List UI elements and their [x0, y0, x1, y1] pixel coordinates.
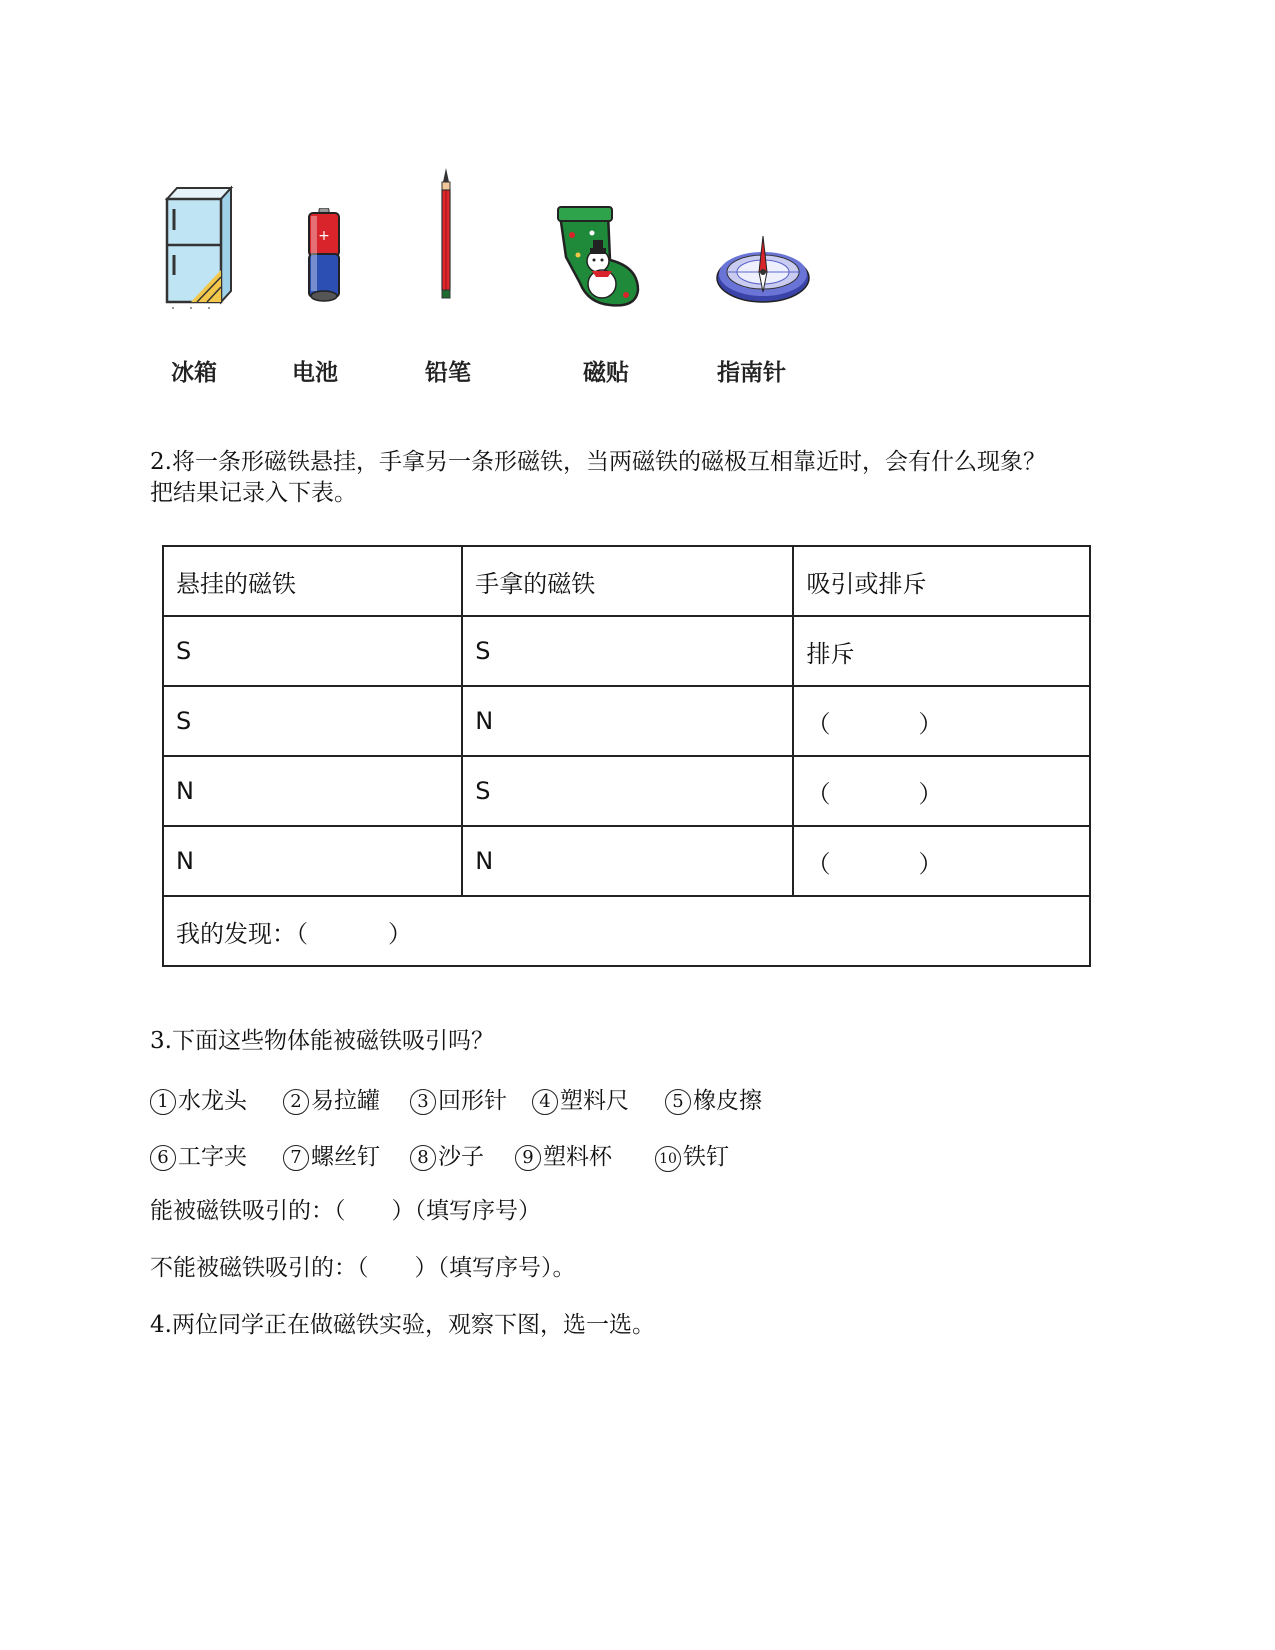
option-item: 5 橡皮擦	[665, 1082, 762, 1115]
object-pictures	[0, 0, 1275, 400]
cell-result-blank[interactable]	[793, 756, 1090, 826]
question-3-title: 3.下面这些物体能被磁铁吸引吗？	[150, 1028, 494, 1054]
cell-hanging: N	[163, 756, 462, 826]
paren-open: （	[806, 709, 831, 738]
magnet-poles-table	[162, 545, 1091, 967]
paren-open: （	[806, 779, 831, 808]
option-item: 4 塑料尺	[532, 1082, 629, 1115]
table-row	[163, 616, 1090, 686]
finding-row	[163, 896, 1090, 966]
option-item: 6 工字夹	[150, 1138, 247, 1171]
not-attracted-hint: （填写序号）。	[437, 1255, 576, 1281]
option-item: 2 易拉罐	[283, 1082, 380, 1115]
not-attracted-blank[interactable]: （ ）	[357, 1255, 438, 1281]
option-item: 8 沙子	[410, 1138, 484, 1171]
attracted-label: 能被磁铁吸引的：	[150, 1198, 334, 1224]
attracted-blank[interactable]: （ ）	[334, 1198, 415, 1224]
cell-hand: N	[462, 826, 793, 896]
paren-close: ）	[918, 849, 943, 878]
item-label-pencil: 铅笔	[425, 360, 471, 386]
table-row	[163, 756, 1090, 826]
not-attracted-answer-line[interactable]	[150, 1252, 576, 1285]
svg-text:+: +	[318, 228, 330, 244]
table-row	[163, 826, 1090, 896]
header-attract-or-repel: 吸引或排斥	[793, 546, 1090, 616]
attracted-hint: （填写序号）	[414, 1198, 541, 1224]
fridge-magnet-icon	[548, 205, 648, 314]
finding-cell[interactable]	[163, 896, 1090, 966]
option-item: 9 塑料杯	[515, 1138, 612, 1171]
option-item: 7 螺丝钉	[283, 1138, 380, 1171]
question-4-title: 4.两位同学正在做磁铁实验，观察下图，选一选。	[150, 1312, 655, 1338]
not-attracted-label: 不能被磁铁吸引的：	[150, 1255, 357, 1281]
question-2-line1: 2.将一条形磁铁悬挂，手拿另一条形磁铁，当两磁铁的磁极互相靠近时，会有什么现象？	[150, 449, 1046, 475]
compass-icon	[715, 232, 811, 311]
cell-result-blank[interactable]	[793, 826, 1090, 896]
cell-hand: S	[462, 616, 793, 686]
cell-hand: S	[462, 756, 793, 826]
cell-result: 排斥	[793, 616, 1090, 686]
option-item: 1 水龙头	[150, 1082, 247, 1115]
finding-open: （	[296, 919, 308, 948]
header-handheld-magnet: 手拿的磁铁	[462, 546, 793, 616]
table-header-row	[163, 546, 1090, 616]
refrigerator-icon	[163, 185, 235, 314]
cell-hanging: S	[163, 686, 462, 756]
item-label-refrigerator: 冰箱	[171, 360, 217, 386]
item-label-compass: 指南针	[717, 360, 786, 386]
attracted-answer-line[interactable]	[150, 1195, 541, 1228]
item-label-battery: 电池	[292, 360, 338, 386]
option-item: 3 回形针	[410, 1082, 507, 1115]
cell-hand: N	[462, 686, 793, 756]
table-row	[163, 686, 1090, 756]
question-2-line2: 把结果记录入下表。	[150, 480, 357, 506]
item-label-magnet: 磁贴	[583, 360, 629, 386]
battery-icon	[306, 208, 342, 307]
pencil-icon	[437, 168, 455, 304]
header-hanging-magnet: 悬挂的磁铁	[163, 546, 462, 616]
cell-hanging: N	[163, 826, 462, 896]
cell-hanging: S	[163, 616, 462, 686]
finding-label: 我的发现：	[176, 919, 296, 948]
option-item: 10 铁钉	[655, 1138, 729, 1172]
paren-open: （	[806, 849, 831, 878]
finding-close: ）	[388, 919, 412, 948]
cell-result-blank[interactable]	[793, 686, 1090, 756]
paren-close: ）	[918, 779, 943, 808]
paren-close: ）	[918, 709, 943, 738]
